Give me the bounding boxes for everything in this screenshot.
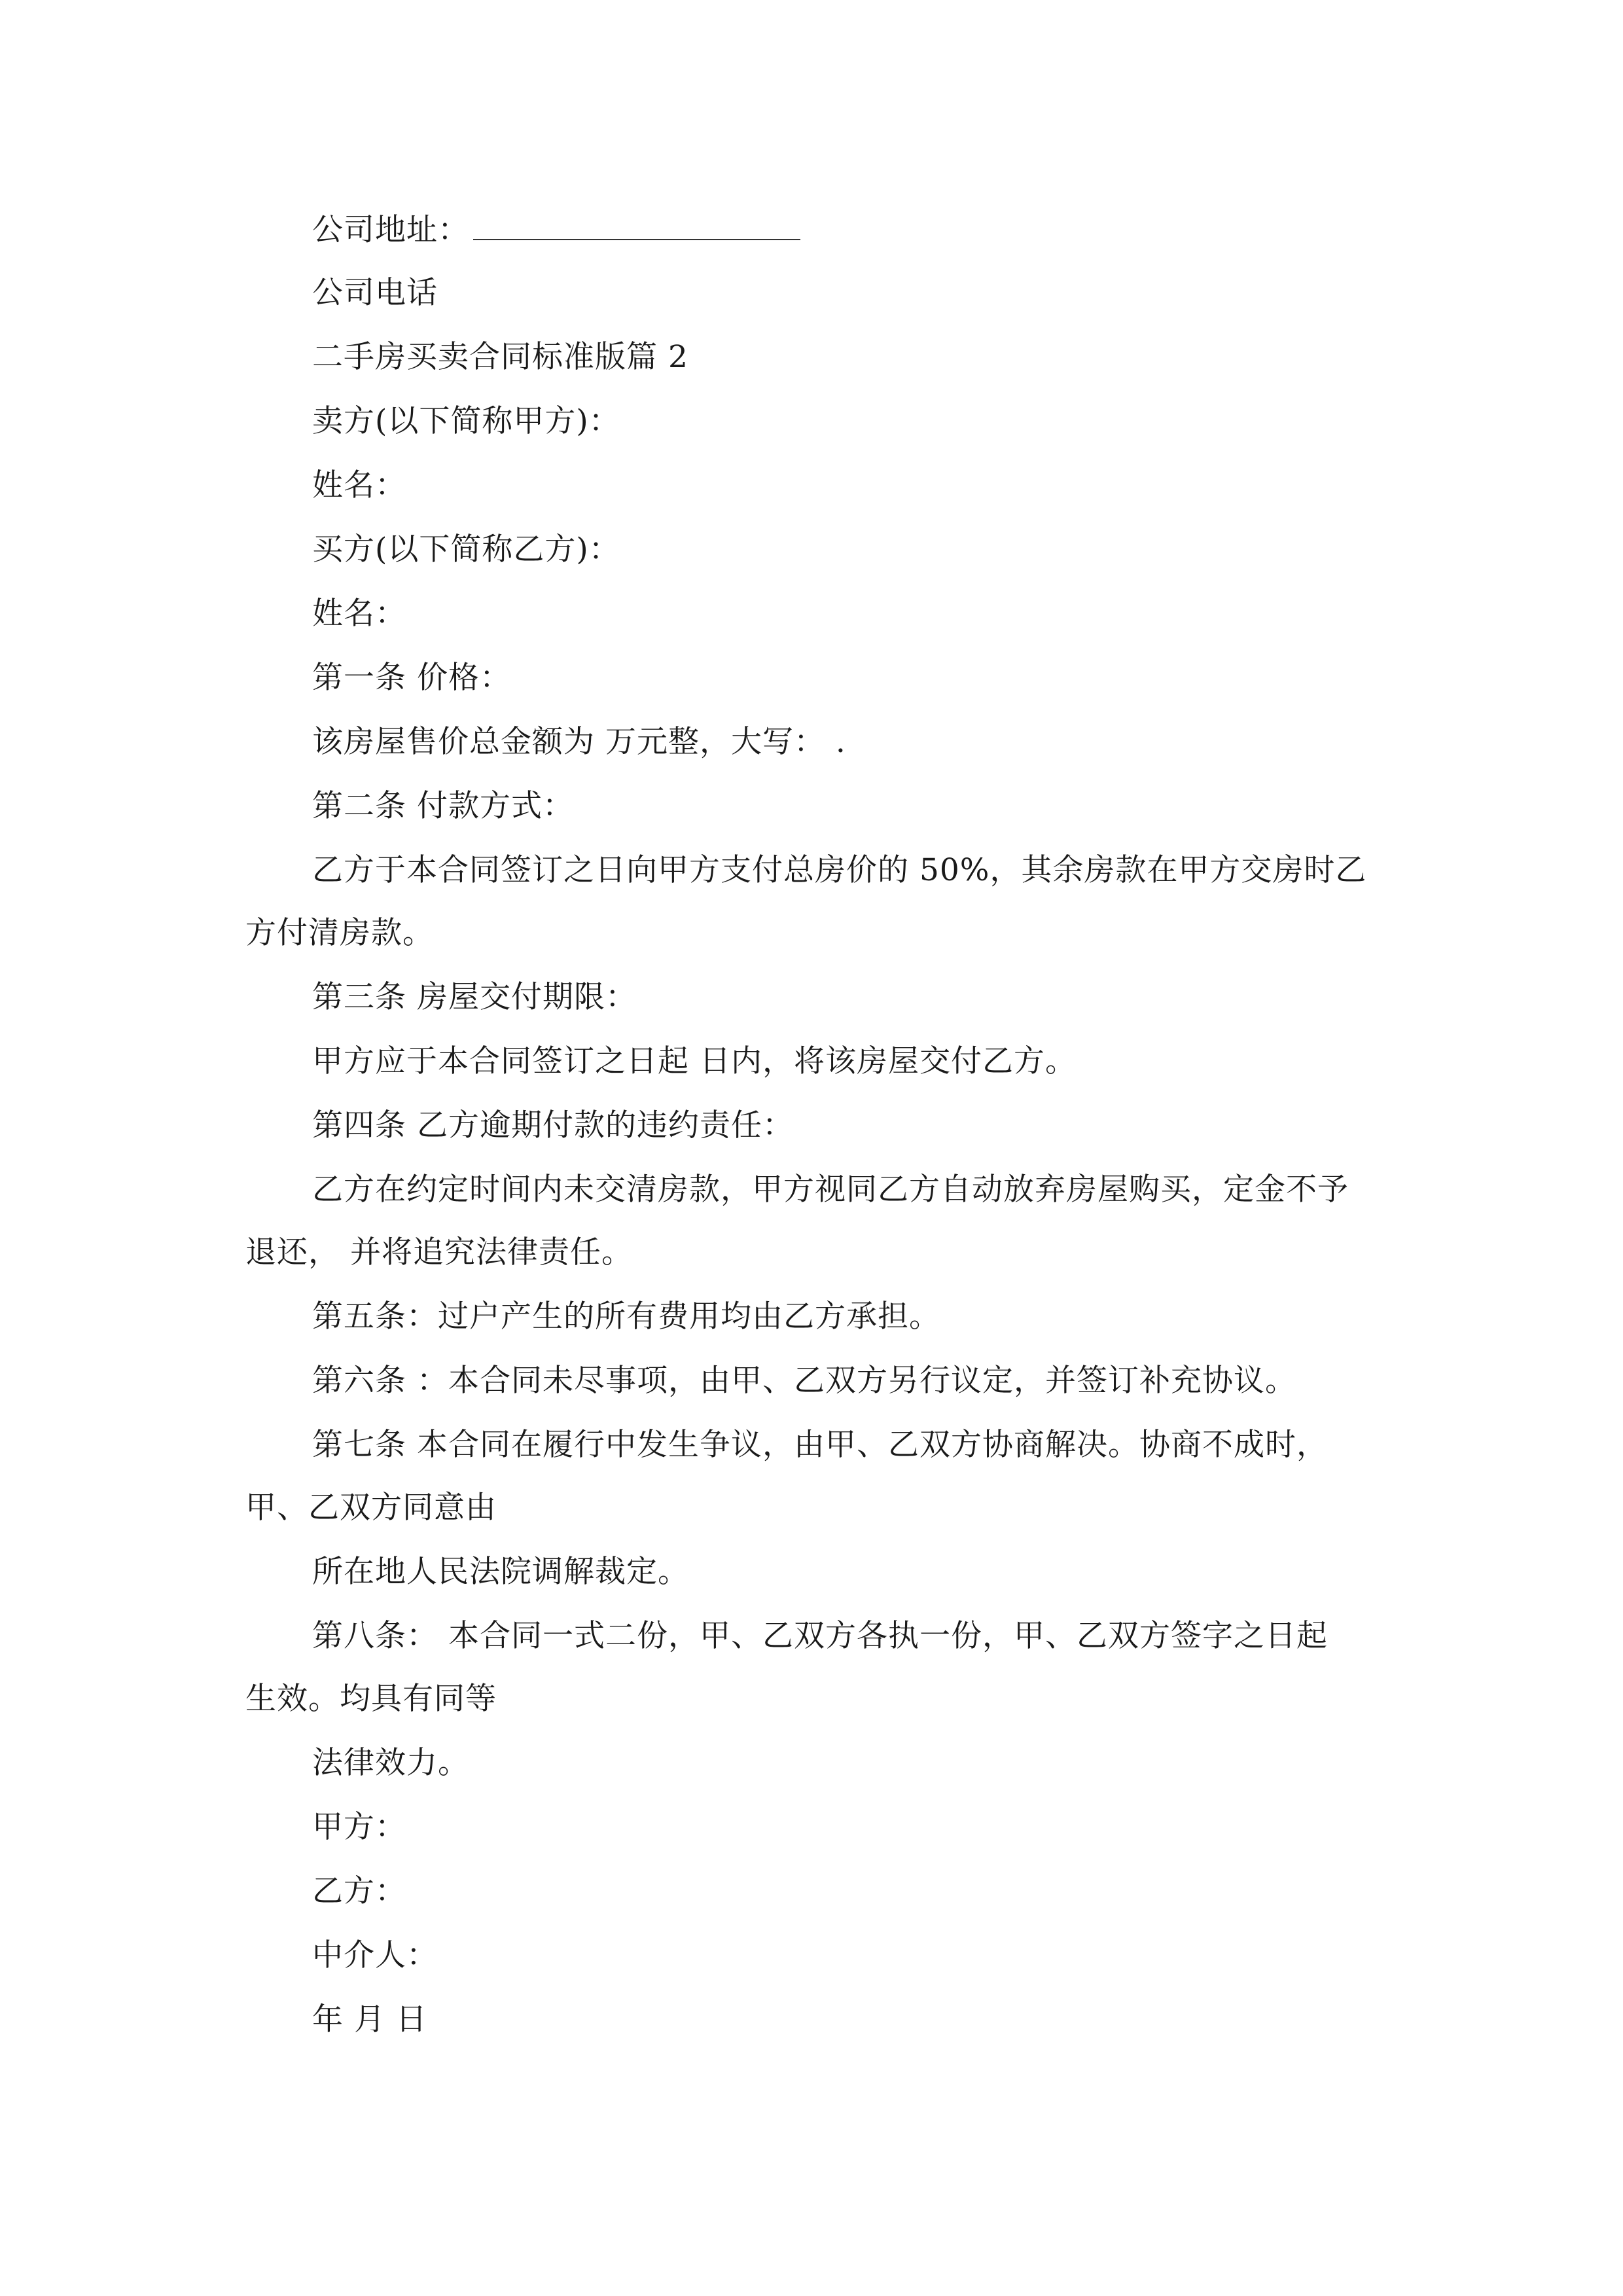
article-7-body-2: 甲、乙双方同意由 [245, 1490, 497, 1526]
article-1-heading: 第一条 价格： [312, 660, 511, 696]
article-2-body-2: 方付清房款。 [245, 915, 434, 951]
company-address-label: 公司地址： [312, 212, 469, 248]
company-phone-line: 公司电话 [312, 275, 438, 311]
article-7-body-1: 第七条 本合同在履行中发生争议，由甲、乙双方协商解决。协商不成时， [312, 1427, 1328, 1463]
article-6: 第六条 ：本合同未尽事项，由甲、乙双方另行议定，并签订补充协议。 [312, 1363, 1296, 1399]
section-title: 二手房买卖合同标准版篇 2 [312, 339, 688, 375]
party-a-signature: 甲方： [312, 1809, 406, 1845]
article-2-body-1: 乙方于本合同签订之日向甲方支付总房价的 50%，其余房款在甲方交房时乙 [312, 852, 1367, 888]
article-4-body-1: 乙方在约定时间内未交清房款，甲方视同乙方自动放弃房屋购买，定金不予 [312, 1172, 1349, 1208]
article-2-heading: 第二条 付款方式： [312, 788, 574, 824]
article-8-body-3: 法律效力。 [312, 1745, 469, 1781]
article-8-body-2: 生效。均具有同等 [245, 1681, 497, 1717]
party-b-signature: 乙方： [312, 1873, 406, 1909]
article-5: 第五条：过户产生的所有费用均由乙方承担。 [312, 1299, 940, 1335]
article-3-body: 甲方应于本合同签订之日起 日内，将该房屋交付乙方。 [312, 1043, 1077, 1079]
buyer-line: 买方(以下简称乙方)： [312, 531, 620, 567]
buyer-name-line: 姓名： [312, 596, 406, 632]
article-4-body-2: 退还， 并将追究法律责任。 [245, 1234, 633, 1270]
article-1-body: 该房屋售价总金额为 万元整，大写： . [312, 724, 846, 760]
seller-line: 卖方(以下简称甲方)： [312, 403, 620, 439]
intermediary-signature: 中介人： [312, 1937, 438, 1973]
company-address-line [0, 211, 1623, 250]
seller-name-line: 姓名： [312, 467, 406, 503]
article-4-heading: 第四条 乙方逾期付款的违约责任： [312, 1107, 794, 1143]
article-7-body-3: 所在地人民法院调解裁定。 [312, 1554, 689, 1590]
article-3-heading: 第三条 房屋交付期限： [312, 979, 637, 1015]
article-8-body-1: 第八条： 本合同一式二份，甲、乙双方各执一份，甲、乙双方签字之日起 [312, 1618, 1328, 1654]
date-line: 年 月 日 [312, 2001, 427, 2037]
company-address-blank [473, 215, 800, 240]
